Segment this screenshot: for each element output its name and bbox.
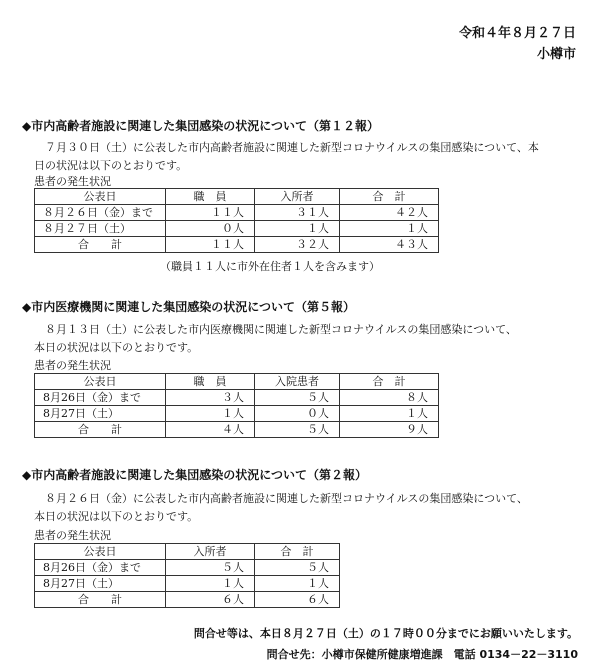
table-header-row	[35, 374, 439, 390]
col-header-total: 合 計	[340, 189, 439, 205]
section-2-paragraph-line-1: ８月１３日（土）に公表した市内医療機関に関連した新型コロナウイルスの集団感染について、	[45, 323, 517, 336]
table-cell: ５人	[255, 390, 340, 406]
table-cell: １１人	[166, 205, 255, 221]
document-date: 令和４年８月２７日	[458, 26, 576, 41]
col-header-date: 公表日	[35, 544, 166, 560]
section-3-paragraph-line-2: 本日の状況は以下のとおりです。	[34, 510, 199, 523]
table-cell: ８月２６日（金）まで	[35, 205, 166, 221]
table-cell: ６人	[255, 592, 340, 608]
table-cell: ４人	[166, 422, 255, 438]
table-cell: 8月27日（土）	[35, 576, 166, 592]
col-header-date: 公表日	[35, 189, 166, 205]
section-3-caption: 患者の発生状況	[34, 529, 111, 542]
table-row	[35, 221, 439, 237]
table-cell: １人	[340, 221, 439, 237]
table-cell: ８人	[340, 390, 439, 406]
table-cell: ３２人	[255, 237, 340, 253]
table-cell: 合 計	[35, 422, 166, 438]
table-row	[35, 205, 439, 221]
table-header-row	[35, 189, 439, 205]
table-cell: ０人	[255, 406, 340, 422]
contact-info: 問合せ先：小樽市保健所健康増進課 電話 0134－22－3110	[266, 648, 578, 661]
table-cell: ９人	[340, 422, 439, 438]
table-cell: ６人	[166, 592, 255, 608]
table-total-row	[35, 422, 439, 438]
table-cell: ４３人	[340, 237, 439, 253]
section-3-table	[34, 543, 340, 608]
col-header-residents: 入所者	[255, 189, 340, 205]
table-cell: ０人	[166, 221, 255, 237]
inquiry-deadline: 問合せ等は、本日８月２７日（土）の１７時００分までにお願いいたします。	[193, 627, 578, 640]
section-1-note: （職員１１人に市外在住者１人を含みます）	[160, 260, 380, 273]
section-1-caption: 患者の発生状況	[34, 175, 111, 188]
table-row	[35, 560, 340, 576]
table-cell: ３１人	[255, 205, 340, 221]
section-2-table	[34, 373, 439, 438]
document-issuer: 小樽市	[536, 47, 576, 62]
table-cell: 合 計	[35, 592, 166, 608]
section-1-paragraph	[34, 139, 574, 175]
col-header-date: 公表日	[35, 374, 166, 390]
section-2-paragraph-line-2: 本日の状況は以下のとおりです。	[34, 341, 199, 354]
section-2-paragraph	[34, 321, 574, 357]
table-cell: ５人	[255, 560, 340, 576]
section-2-heading: ◆市内医療機関に関連した集団感染の状況について（第５報）	[22, 300, 355, 314]
section-1-heading: ◆市内高齢者施設に関連した集団感染の状況について（第１２報）	[22, 119, 379, 133]
section-1-paragraph-line-2: 日の状況は以下のとおりです。	[34, 159, 188, 172]
table-cell: ４２人	[340, 205, 439, 221]
col-header-total: 合 計	[340, 374, 439, 390]
col-header-total: 合 計	[255, 544, 340, 560]
col-header-staff: 職 員	[166, 189, 255, 205]
table-cell: 合 計	[35, 237, 166, 253]
table-row	[35, 576, 340, 592]
col-header-residents: 入所者	[166, 544, 255, 560]
table-cell: １人	[166, 576, 255, 592]
table-cell: １人	[166, 406, 255, 422]
table-row	[35, 406, 439, 422]
section-1-paragraph-line-1: ７月３０日（土）に公表した市内高齢者施設に関連した新型コロナウイルスの集団感染について、本	[45, 141, 539, 154]
table-total-row	[35, 237, 439, 253]
section-3-heading: ◆市内高齢者施設に関連した集団感染の状況について（第２報）	[22, 468, 367, 482]
table-cell: １人	[340, 406, 439, 422]
section-3-paragraph-line-1: ８月２６日（金）に公表した市内高齢者施設に関連した新型コロナウイルスの集団感染について、	[45, 492, 528, 505]
table-cell: ５人	[255, 422, 340, 438]
table-cell: ３人	[166, 390, 255, 406]
section-2-caption: 患者の発生状況	[34, 359, 111, 372]
table-total-row	[35, 592, 340, 608]
table-cell: 8月26日（金）まで	[35, 560, 166, 576]
table-cell: ５人	[166, 560, 255, 576]
col-header-staff: 職 員	[166, 374, 255, 390]
table-cell: １人	[255, 221, 340, 237]
table-cell: １人	[255, 576, 340, 592]
table-cell: ８月２７日（土）	[35, 221, 166, 237]
table-cell: 8月27日（土）	[35, 406, 166, 422]
table-cell: 8月26日（金）まで	[35, 390, 166, 406]
table-header-row	[35, 544, 340, 560]
section-3-paragraph	[34, 490, 574, 526]
table-row	[35, 390, 439, 406]
col-header-inpatients: 入院患者	[255, 374, 340, 390]
section-1-table	[34, 188, 439, 253]
table-cell: １１人	[166, 237, 255, 253]
